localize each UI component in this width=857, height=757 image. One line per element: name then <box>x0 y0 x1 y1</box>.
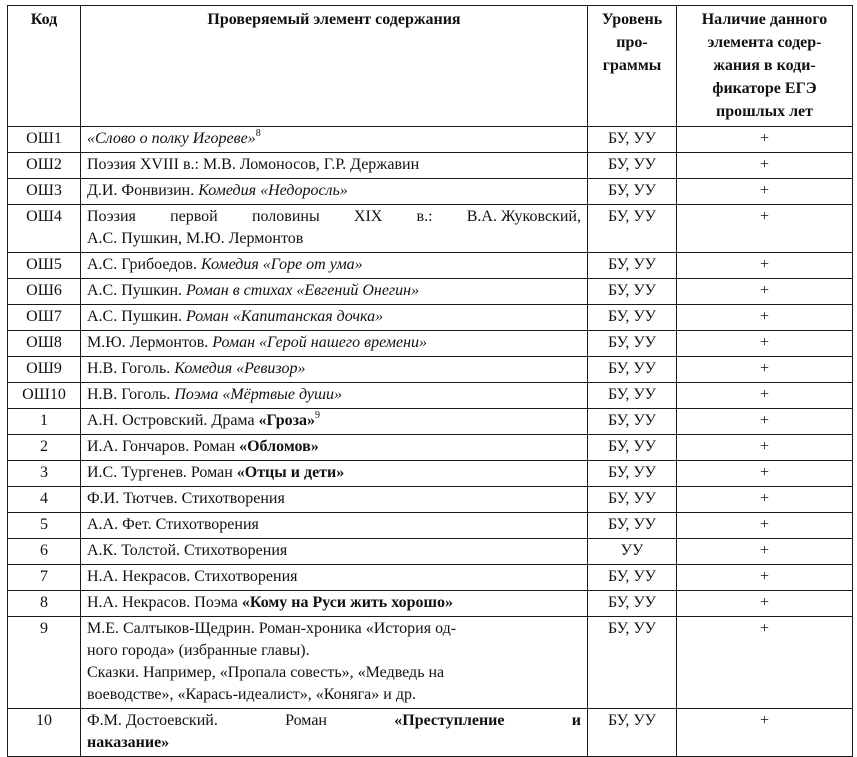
row-presence: + <box>677 565 853 591</box>
row-level: БУ, УУ <box>588 279 677 305</box>
table-row <box>8 153 853 179</box>
row-code: 1 <box>8 409 81 435</box>
work-title: Комедия «Недоросль» <box>198 182 348 199</box>
header-code: Код <box>8 6 81 127</box>
row-presence: + <box>677 709 853 757</box>
table-row <box>8 617 853 709</box>
row-level: БУ, УУ <box>588 435 677 461</box>
row-presence: + <box>677 357 853 383</box>
footnote-mark: 8 <box>255 128 261 139</box>
row-level: БУ, УУ <box>588 513 677 539</box>
table-row <box>8 409 853 435</box>
author: И.С. Тургенев. Роман <box>87 464 233 481</box>
work-title: Роман в стихах «Евгений Онегин» <box>186 282 420 299</box>
row-level: БУ, УУ <box>588 179 677 205</box>
row-element <box>81 331 588 357</box>
row-element <box>81 409 588 435</box>
header-element: Проверяемый элемент содержания <box>81 6 588 127</box>
row-element <box>81 205 588 253</box>
author: И.А. Гончаров. Роман <box>87 438 236 455</box>
element-line: Поэзия первой половины XIX в.: В.А. Жуковский, <box>87 208 581 225</box>
header-level: Уровень про- граммы <box>588 6 677 127</box>
row-presence: + <box>677 253 853 279</box>
row-code: 6 <box>8 539 81 565</box>
row-level: БУ, УУ <box>588 709 677 757</box>
row-element: Н.А. Некрасов. Стихотворения <box>81 565 588 591</box>
row-level: УУ <box>588 539 677 565</box>
table-row <box>8 331 853 357</box>
row-element <box>81 461 588 487</box>
row-code: 4 <box>8 487 81 513</box>
row-element <box>81 383 588 409</box>
row-code: 5 <box>8 513 81 539</box>
work-title: «Отцы и дети» <box>236 464 345 481</box>
row-code: 2 <box>8 435 81 461</box>
table-row <box>8 253 853 279</box>
row-level: БУ, УУ <box>588 305 677 331</box>
row-element: Ф.И. Тютчев. Стихотворения <box>81 487 588 513</box>
row-element: Поэзия XVIII в.: М.В. Ломоносов, Г.Р. Державин <box>81 153 588 179</box>
table-row <box>8 357 853 383</box>
work-title: «Кому на Руси жить хорошо» <box>241 594 454 611</box>
table-row <box>8 709 853 757</box>
row-presence: + <box>677 539 853 565</box>
table-row <box>8 127 853 153</box>
row-code: ОШ7 <box>8 305 81 331</box>
row-level: БУ, УУ <box>588 383 677 409</box>
row-code: 8 <box>8 591 81 617</box>
row-level: БУ, УУ <box>588 127 677 153</box>
row-code: ОШ8 <box>8 331 81 357</box>
work-title: Роман «Капитанская дочка» <box>186 308 384 325</box>
row-code: ОШ4 <box>8 205 81 253</box>
row-level: БУ, УУ <box>588 591 677 617</box>
row-element <box>81 357 588 383</box>
author: Н.В. Гоголь. <box>87 360 171 377</box>
table-row <box>8 591 853 617</box>
element-line: А.С. Пушкин, М.Ю. Лермонтов <box>87 230 304 247</box>
row-element <box>81 709 588 757</box>
work-title: наказание» <box>87 734 170 751</box>
row-presence: + <box>677 591 853 617</box>
header-presence: Наличие данного элемента содер- жания в коди- фикаторе ЕГЭ прошлых лет <box>677 6 853 127</box>
row-code: ОШ1 <box>8 127 81 153</box>
row-element <box>81 179 588 205</box>
row-level: БУ, УУ <box>588 205 677 253</box>
codifier-table <box>7 5 853 757</box>
row-level: БУ, УУ <box>588 409 677 435</box>
row-level: БУ, УУ <box>588 565 677 591</box>
row-element <box>81 253 588 279</box>
row-code: ОШ9 <box>8 357 81 383</box>
row-code: 9 <box>8 617 81 709</box>
table-row <box>8 305 853 331</box>
row-presence: + <box>677 305 853 331</box>
footnote-mark: 9 <box>315 410 321 421</box>
table-row <box>8 565 853 591</box>
row-code: ОШ10 <box>8 383 81 409</box>
row-code: ОШ6 <box>8 279 81 305</box>
row-level: БУ, УУ <box>588 253 677 279</box>
author: Н.А. Некрасов. Поэма <box>87 594 238 611</box>
row-code: 10 <box>8 709 81 757</box>
row-level: БУ, УУ <box>588 331 677 357</box>
row-code: 7 <box>8 565 81 591</box>
table-row <box>8 179 853 205</box>
work-title: Роман «Герой нашего времени» <box>212 334 428 351</box>
table-row <box>8 383 853 409</box>
row-presence: + <box>677 205 853 253</box>
table-row <box>8 539 853 565</box>
row-presence: + <box>677 179 853 205</box>
row-element <box>81 279 588 305</box>
element-line: воеводстве», «Карась-идеалист», «Коняга» и др. <box>87 686 416 703</box>
row-level: БУ, УУ <box>588 153 677 179</box>
table-row <box>8 279 853 305</box>
table-row <box>8 487 853 513</box>
author: А.С. Пушкин. <box>87 282 182 299</box>
row-presence: + <box>677 409 853 435</box>
table-row <box>8 513 853 539</box>
row-presence: + <box>677 513 853 539</box>
work-title: Комедия «Горе от ума» <box>200 256 363 273</box>
row-presence: + <box>677 279 853 305</box>
table-row <box>8 461 853 487</box>
work-title: «Гроза» <box>258 412 316 429</box>
element-line: ного города» (избранные главы). <box>87 642 310 659</box>
row-level: БУ, УУ <box>588 461 677 487</box>
row-presence: + <box>677 617 853 709</box>
row-element <box>81 305 588 331</box>
table-row <box>8 205 853 253</box>
row-code: ОШ3 <box>8 179 81 205</box>
row-level: БУ, УУ <box>588 357 677 383</box>
row-element <box>81 617 588 709</box>
author: Н.В. Гоголь. <box>87 386 171 403</box>
author: А.Н. Островский. Драма <box>87 412 255 429</box>
work-title: «Обломов» <box>239 438 319 455</box>
row-presence: + <box>677 383 853 409</box>
row-element: А.А. Фет. Стихотворения <box>81 513 588 539</box>
author: Д.И. Фонвизин. <box>87 182 195 199</box>
row-element <box>81 127 588 153</box>
row-presence: + <box>677 461 853 487</box>
author: М.Ю. Лермонтов. <box>87 334 209 351</box>
row-presence: + <box>677 153 853 179</box>
row-level: БУ, УУ <box>588 487 677 513</box>
row-code: ОШ5 <box>8 253 81 279</box>
row-code: 3 <box>8 461 81 487</box>
element-line: Ф.М. Достоевский. Роман «Преступление и <box>87 712 581 729</box>
row-presence: + <box>677 127 853 153</box>
row-element: А.К. Толстой. Стихотворения <box>81 539 588 565</box>
author: А.С. Грибоедов. <box>87 256 197 273</box>
row-code: ОШ2 <box>8 153 81 179</box>
author: А.С. Пушкин. <box>87 308 182 325</box>
element-line: М.Е. Салтыков-Щедрин. Роман-хроника «История од- <box>87 620 457 637</box>
work-title: Поэма «Мёртвые души» <box>174 386 343 403</box>
header-row <box>8 6 853 127</box>
row-presence: + <box>677 435 853 461</box>
row-presence: + <box>677 487 853 513</box>
element-line: Сказки. Например, «Пропала совесть», «Медведь на <box>87 664 445 681</box>
row-level: БУ, УУ <box>588 617 677 709</box>
table-row <box>8 435 853 461</box>
row-element <box>81 591 588 617</box>
row-presence: + <box>677 331 853 357</box>
work-title: «Слово о полку Игореве» <box>87 130 256 147</box>
work-title: Комедия «Ревизор» <box>174 360 306 377</box>
row-element <box>81 435 588 461</box>
